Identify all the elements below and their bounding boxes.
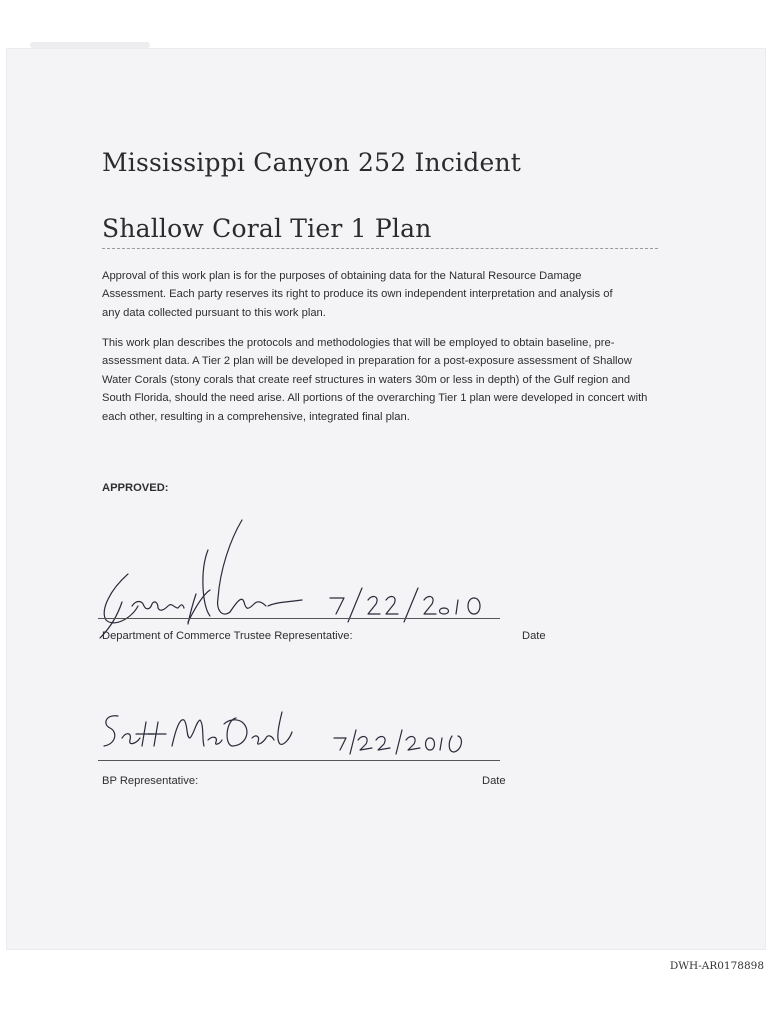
title-divider — [102, 248, 658, 249]
approval-paragraph: Approval of this work plan is for the purposes of obtaining data for the Natural Resource Damage Assessment. Each party reserves its right to produce its own independent interpretation and analysis of any data collected pursuant to this work plan. — [102, 270, 613, 319]
doc-trustee-signature — [92, 510, 322, 640]
document-page — [6, 48, 766, 950]
bates-number: DWH-AR0178898 — [669, 960, 764, 972]
doc-trustee-date-handwritten — [324, 586, 504, 626]
document-title: Mississippi Canyon 252 Incident — [102, 148, 521, 177]
bp-date-handwritten — [324, 724, 484, 760]
document-subtitle: Shallow Coral Tier 1 Plan — [102, 214, 432, 243]
trustee-signature-line — [98, 618, 500, 619]
trustee-role-label: Department of Commerce Trustee Representative: — [102, 630, 353, 642]
bp-date-label: Date — [482, 775, 506, 787]
bp-role-label: BP Representative: — [102, 775, 199, 787]
work-plan-paragraph: This work plan describes the protocols and methodologies that will be employed to obtain baseline, pre-assessment data. A Tier 2 plan will be developed in preparation for a post-exposure assessment of Shallow Water Corals (stony corals that create reef structures in waters 30m or less in depth) of the Gulf region and South Florida, should the need arise. All portions of the overarching Tier 1 plan were developed in concert with each other, resulting in a comprehensive, integrated final plan. — [102, 337, 648, 423]
bp-signature-line — [98, 760, 500, 761]
approved-heading: APPROVED: — [102, 482, 169, 494]
trustee-date-label: Date — [522, 630, 546, 642]
bp-signature — [96, 708, 306, 758]
